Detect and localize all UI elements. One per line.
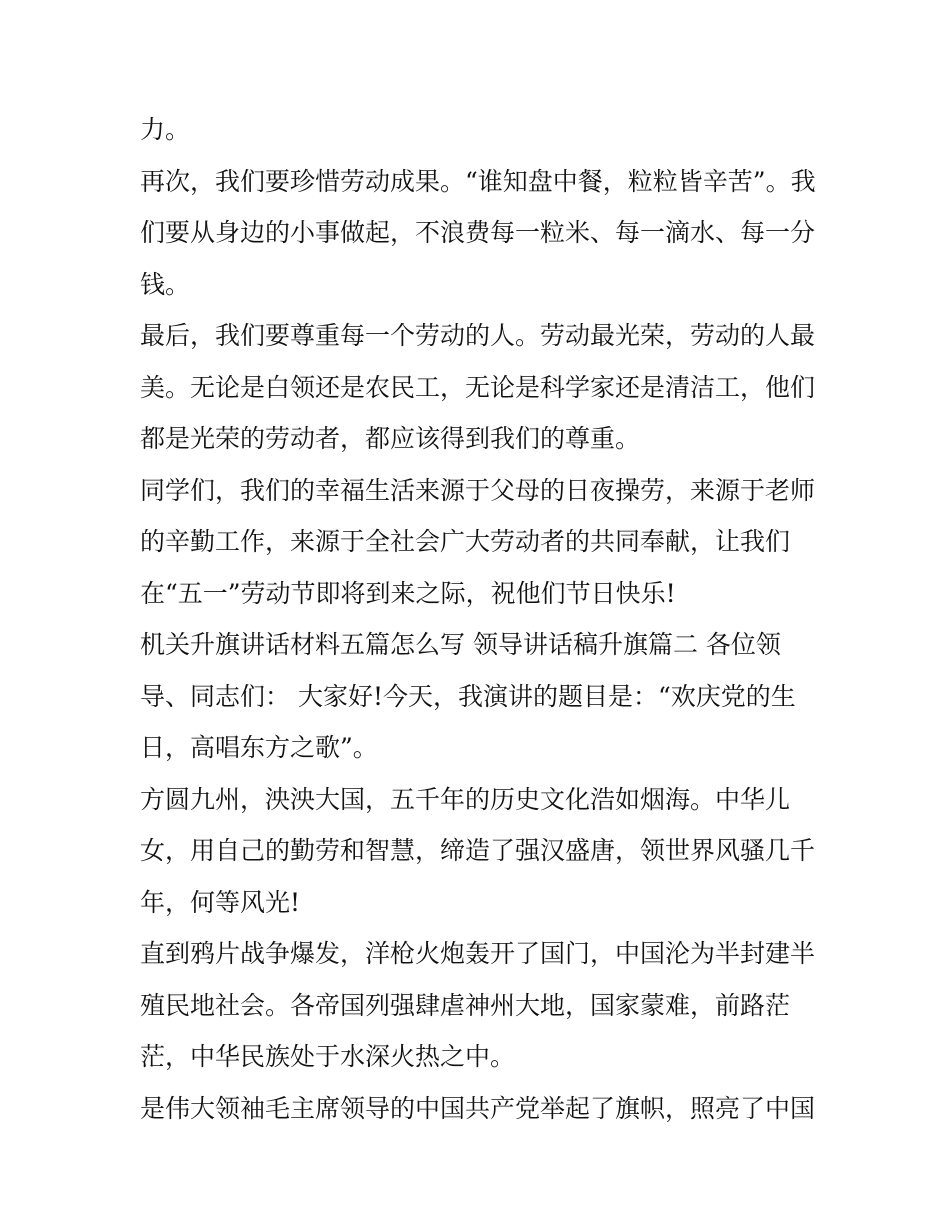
text-line: 方圆九州，泱泱大国，五千年的历史文化浩如烟海。中华儿: [140, 784, 791, 814]
text-line: 最后，我们要尊重每一个劳动的人。劳动最光荣，劳动的人最: [140, 321, 816, 350]
text-line: 在“五一”劳动节即将到来之际，祝他们节日快乐!: [140, 578, 676, 608]
text-line: 日，高唱东方之歌”。: [140, 733, 378, 762]
text-line: 都是光荣的劳动者，都应该得到我们的尊重。: [140, 424, 641, 453]
text-line: 机关升旗讲话材料五篇怎么写 领导讲话稿升旗篇二 各位领: [140, 630, 781, 659]
text-line: 美。无论是白领还是农民工，无论是科学家还是清洁工，他们: [140, 372, 816, 402]
text-line: 茫，中华民族处于水深火热之中。: [140, 1042, 516, 1071]
text-line: 年，何等风光!: [140, 887, 301, 917]
text-line: 殖民地社会。各帝国列强肆虐神州大地，国家蒙难，前路茫: [140, 990, 791, 1020]
text-line: 女，用自己的勤劳和智慧，缔造了强汉盛唐，领世界风骚几千: [140, 836, 816, 865]
text-line: 直到鸦片战争爆发，洋枪火炮轰开了国门，中国沦为半封建半: [140, 939, 816, 968]
text-line: 力。: [140, 115, 191, 144]
document-body: [140, 104, 820, 1134]
text-line: 们要从身边的小事做起，不浪费每一粒米、每一滴水、每一分: [140, 218, 816, 247]
text-line: 的辛勤工作，来源于全社会广大劳动者的共同奉献，让我们: [140, 527, 791, 556]
text-line: 导、同志们： 大家好!今天，我演讲的题目是：“欢庆党的生: [140, 681, 796, 711]
text-line: 钱。: [140, 269, 191, 299]
text-line: 是伟大领袖毛主席领导的中国共产党举起了旗帜，照亮了中国: [140, 1093, 816, 1123]
text-line: 再次，我们要珍惜劳动成果。“谁知盘中餐，粒粒皆辛苦”。我: [140, 166, 816, 196]
text-line: 同学们，我们的幸福生活来源于父母的日夜操劳，来源于老师: [140, 475, 816, 505]
